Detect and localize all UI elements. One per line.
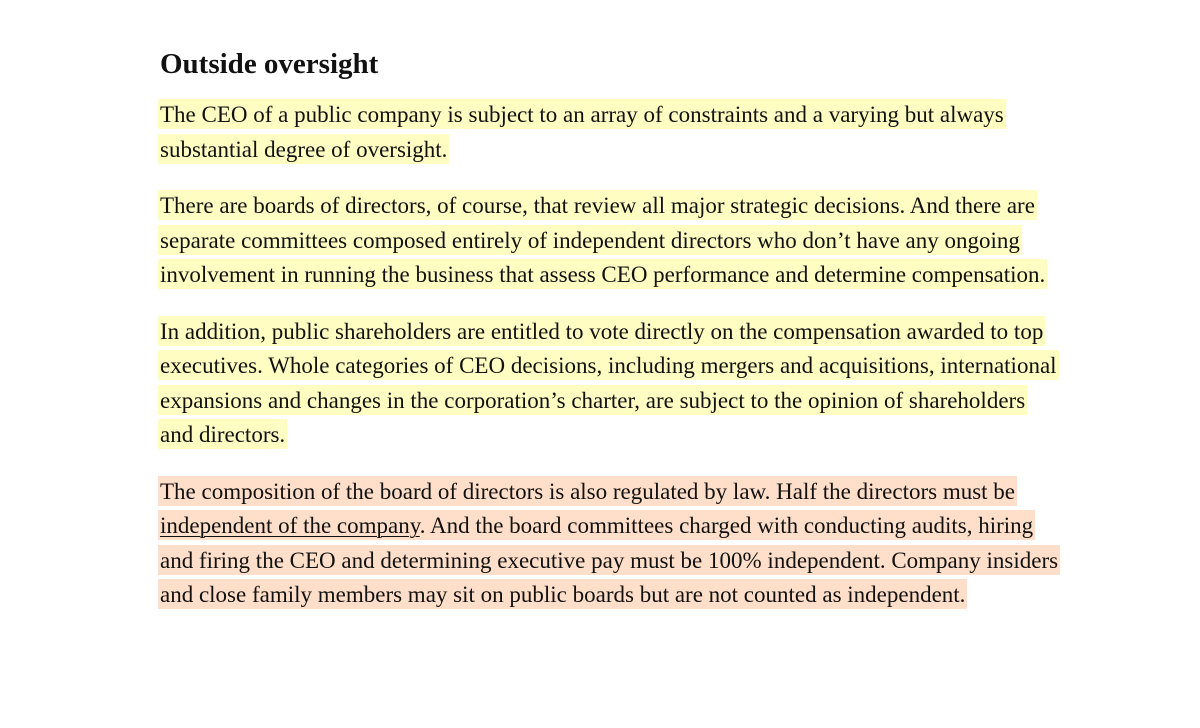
section-heading: Outside oversight (160, 48, 379, 80)
paragraph-4 (160, 475, 1060, 613)
highlight-yellow[interactable]: The CEO of a public company is subject to an array of constraints and a varying but always substantial degree of oversight. (158, 99, 1006, 164)
paragraph-3 (160, 315, 1060, 453)
highlight-yellow[interactable]: There are boards of directors, of course, that review all major strategic decisions. And there are separate committees composed entirely of independent directors who don’t have any ongoing involvement in running the business that assess CEO performance and determine compensation. (158, 190, 1047, 289)
paragraph-4-text-before-link: The composition of the board of directors is also regulated by law. Half the directors must be (160, 478, 1016, 504)
paragraph-1 (160, 98, 1060, 167)
paragraph-2 (160, 189, 1060, 293)
article (160, 44, 1060, 635)
paragraph-4-text-after-link: . And the board committees charged with conducting audits, hiring and firing the CEO and determining executive pay must be 100% independent. Company insiders and close family members may sit on public boards but are not counted as independent. (160, 513, 1059, 607)
highlight-yellow[interactable]: In addition, public shareholders are entitled to vote directly on the compensation awarded to top executives. Whole categories of CEO decisions, including mergers and acquisitions, international expansions and changes in the corporation’s charter, are subject to the opinion of shareholders and directors. (158, 316, 1059, 450)
independent-of-company-link[interactable]: independent of the company (160, 513, 420, 538)
highlight-orange[interactable] (158, 476, 1060, 610)
